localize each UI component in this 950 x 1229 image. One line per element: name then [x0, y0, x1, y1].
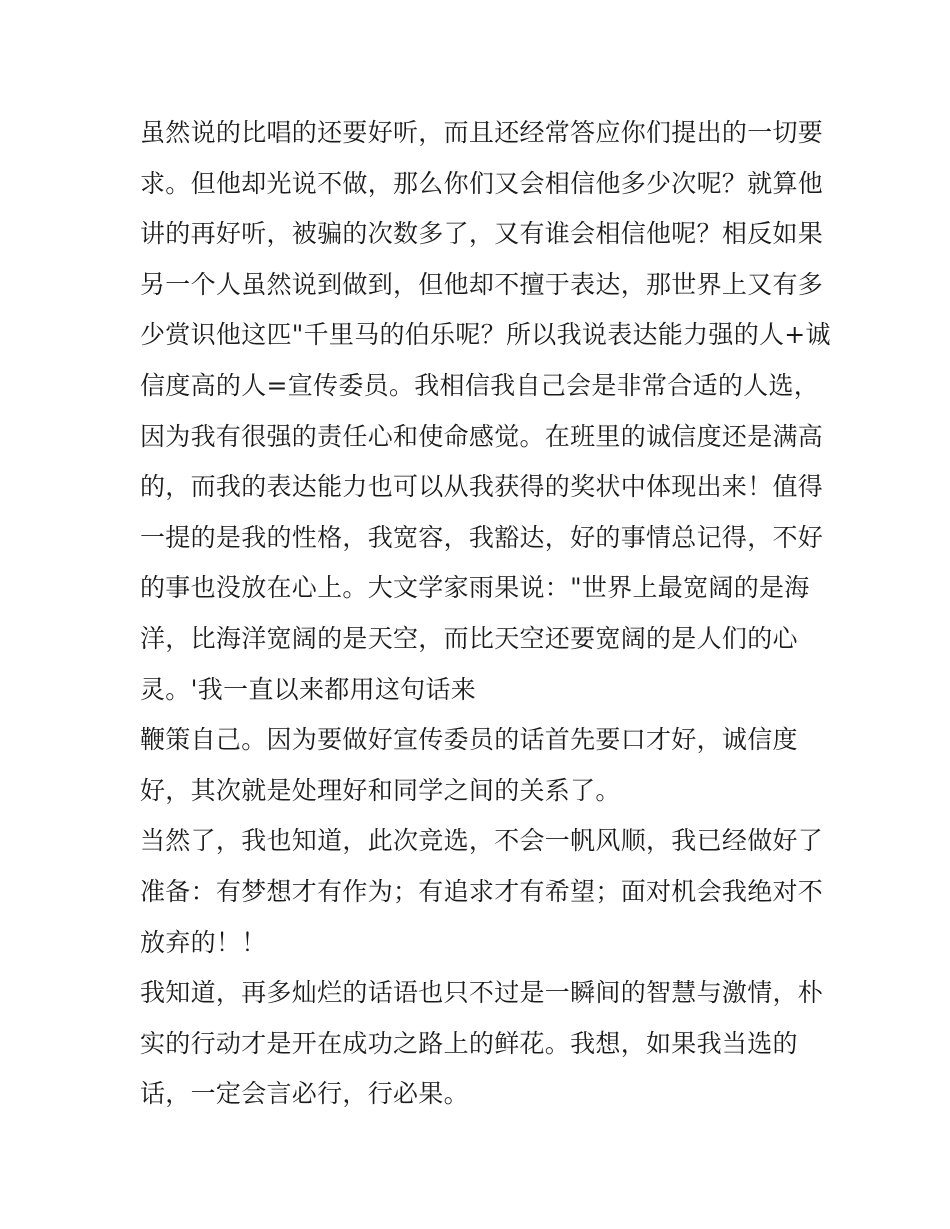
text-line: 因为我有很强的责任心和使命感觉。在班里的诚信度还是满高 [140, 421, 824, 451]
text-line: 鞭策自己。因为要做好宣传委员的话首先要口才好，诚信度 [140, 725, 798, 755]
text-line: 的，而我的表达能力也可以从我获得的奖状中体现出来！值得 [140, 472, 824, 502]
text-line: 一提的是我的性格，我宽容，我豁达，好的事情总记得，不好 [140, 522, 824, 552]
text-line: 当然了，我也知道，此次竞选，不会一帆风顺，我已经做好了 [140, 826, 824, 856]
text-line: 另一个人虽然说到做到，但他却不擅于表达，那世界上又有多 [140, 269, 824, 299]
text-line: 好，其次就是处理好和同学之间的关系了。 [140, 775, 621, 805]
text-line: 洋，比海洋宽阔的是天空，而比天空还要宽阔的是人们的心 [140, 623, 798, 653]
text-line: 我知道，再多灿烂的话语也只不过是一瞬间的智慧与激情，朴 [140, 978, 824, 1008]
text-line: 虽然说的比唱的还要好听，而且还经常答应你们提出的一切要 [140, 118, 824, 147]
text-line: 话，一定会言必行，行必果。 [140, 1079, 469, 1109]
text-line: 信度高的人=宣传委员。我相信我自己会是非常合适的人选， [140, 370, 820, 400]
text-line: 准备：有梦想才有作为；有追求才有希望；面对机会我绝对不 [140, 876, 824, 906]
text-line: 少赏识他这匹"千里马的伯乐呢？所以我说表达能力强的人+诚 [140, 320, 831, 350]
text-line: 放弃的！！ [140, 927, 267, 957]
body-text [140, 108, 830, 1120]
text-line: 实的行动才是开在成功之路上的鲜花。我想，如果我当选的 [140, 1028, 798, 1058]
text-line: 灵。'我一直以来都用这句话来 [140, 674, 477, 704]
text-line: 的事也没放在心上。大文学家雨果说："世界上最宽阔的是海 [140, 573, 810, 603]
text-line: 讲的再好听，被骗的次数多了，又有谁会相信他呢？相反如果 [140, 219, 824, 249]
text-line: 求。但他却光说不做，那么你们又会相信他多少次呢？就算他 [140, 168, 824, 198]
